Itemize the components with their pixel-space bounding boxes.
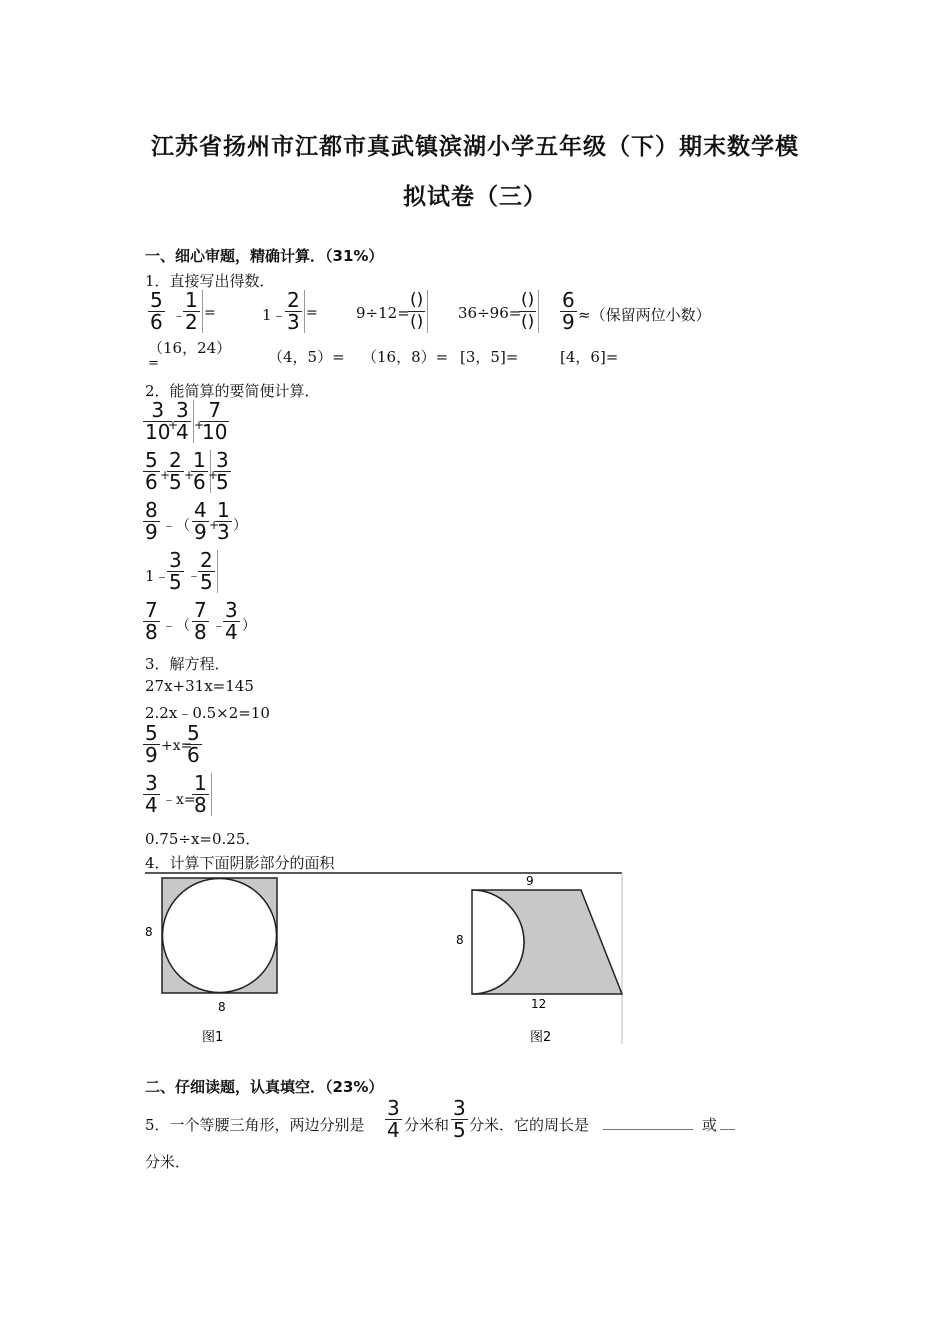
q2-e5-f1: $\frac{7}{8}$ [145,598,158,644]
q2-e1-f2: $\frac{3}{4}$ [174,400,194,443]
q3-eq1: 27x+31x=145 [145,677,254,695]
q1-label: 1．直接写出得数． [145,272,275,290]
fig2-side-label: 8 [456,933,464,947]
fig1-circle [163,879,277,993]
q5-text-line2: 分米． [145,1153,191,1171]
q5-frac2: $\frac{3}{5}$ [453,1096,466,1142]
q2-e4-f2: $\frac{2}{5}$ [198,550,218,593]
q5-text-post: 分米．它的周长是 [469,1116,590,1134]
q5-blank-2[interactable]: __ [720,1112,735,1130]
q2-e1-f1: $\frac{3}{10}$ [145,398,171,444]
q1-e1-op: ﹣ [172,308,186,324]
q5-text-or: 或 [702,1116,718,1134]
q1-lcm-4-6: [4，6]= [560,348,619,366]
q2-e4-pre: 1﹣ [145,567,170,585]
q1-e3-frac: () () [408,290,428,333]
fig2-bottom-label: 12 [531,997,547,1011]
q1-gcd-16-8: （16，8）= [362,348,449,366]
q4-label: 4．计算下面阴影部分的面积 [145,854,335,872]
q2-e2-f2: $\frac{2}{5}$ [169,448,182,494]
paper-title-line1: 江苏省扬州市江都市真武镇滨湖小学五年级（下）期末数学模 [151,134,799,160]
q1-e2-eq: = [306,305,318,321]
q1-gcd-4-5: （4，5）= [268,348,345,366]
q2-label: 2．能简算的要简便计算． [145,382,320,400]
fig2-caption: 图2 [530,1030,552,1045]
q1-e4-pre: 36÷96= [458,304,522,322]
fig1-caption: 图1 [202,1030,224,1045]
q1-e5-post: ≈（保留两位小数） [578,306,711,324]
q1-e1-frac-a: $\frac{5}{6}$ [150,288,163,334]
q5-blank-1[interactable]: ____________ [603,1112,693,1130]
q2-e3-f1: $\frac{8}{9}$ [145,498,158,544]
q3-eq2: 2.2x﹣0.5×2=10 [145,704,270,722]
q3-eq3-mid: +x= [161,738,193,754]
q5-text-pre: 5．一个等腰三角形，两边分别是 [145,1116,365,1134]
q2-e5-f3: $\frac{3}{4}$ [225,598,238,644]
q2-e2-plus1: + [160,468,171,482]
q3-eq3-f2: $\frac{5}{6}$ [187,721,200,767]
q2-e5-f2: $\frac{7}{8}$ [194,598,207,644]
q5-frac1: $\frac{3}{4}$ [387,1096,400,1142]
q2-e3-f2: $\frac{4}{9}$ [194,498,207,544]
q2-e2-plus2: + [184,468,195,482]
q2-e5-minus: ﹣ [212,618,226,634]
q2-e3-open: ﹣（ [162,518,190,534]
q2-e2-f4: $\frac{3}{5}$ [216,448,229,494]
q3-label: 3．解方程． [145,655,230,673]
fig1-bottom-label: 8 [218,1000,226,1014]
q1-e4-frac: () () [519,290,539,333]
q1-e5-frac: $\frac{6}{9}$ [562,288,575,334]
q3-eq4-f2: $\frac{1}{8}$ [192,773,212,816]
q2-e2-f1: $\frac{5}{6}$ [145,448,158,494]
q2-e3-f3: $\frac{1}{3}$ [217,498,230,544]
q2-e1-plus2: + [194,418,205,432]
q2-e1-f3: $\frac{7}{10}$ [202,398,228,444]
q1-gcd-16-24-eq: = [148,356,159,371]
q1-e1-eq: = [204,305,216,321]
q1-lcm-3-5: [3，5]= [460,348,519,366]
q2-e5-close: ） [242,618,256,634]
q2-e3-close: ） [233,518,247,534]
q1-e2-frac: $\frac{2}{3}$ [285,290,305,333]
q5-text-mid: 分米和 [404,1116,450,1134]
q2-e4-f1: $\frac{3}{5}$ [169,548,182,594]
section2-heading: 二、仔细读题，认真填空．（23%） [145,1078,384,1096]
q2-e4-minus: ﹣ [187,568,201,584]
paper-title-line2: 拟试卷（三） [403,184,547,210]
q2-e1-plus1: + [168,418,179,432]
q1-gcd-16-24: （16，24） [148,339,232,357]
section1-heading: 一、细心审题，精确计算．（31%） [145,247,384,265]
q1-e1-frac-b: $\frac{1}{2}$ [183,290,203,333]
q2-e3-plus: + [209,518,220,532]
q2-e2-plus3: + [208,468,219,482]
q3-eq3-f1: $\frac{5}{9}$ [145,721,158,767]
q4-figures [140,868,630,1048]
q2-e5-open: ﹣（ [162,618,190,634]
q3-eq4-f1: $\frac{3}{4}$ [145,771,158,817]
q2-e2-f3: $\frac{1}{6}$ [191,450,211,493]
fig1-side-label: 8 [145,925,153,939]
fig2-top-label: 9 [526,874,534,888]
q1-e3-pre: 9÷12= [356,304,410,322]
q3-eq5: 0.75÷x=0.25． [145,830,261,848]
q3-eq4-mid: ﹣x= [162,792,196,808]
q1-e2-pre: 1﹣ [262,306,287,324]
